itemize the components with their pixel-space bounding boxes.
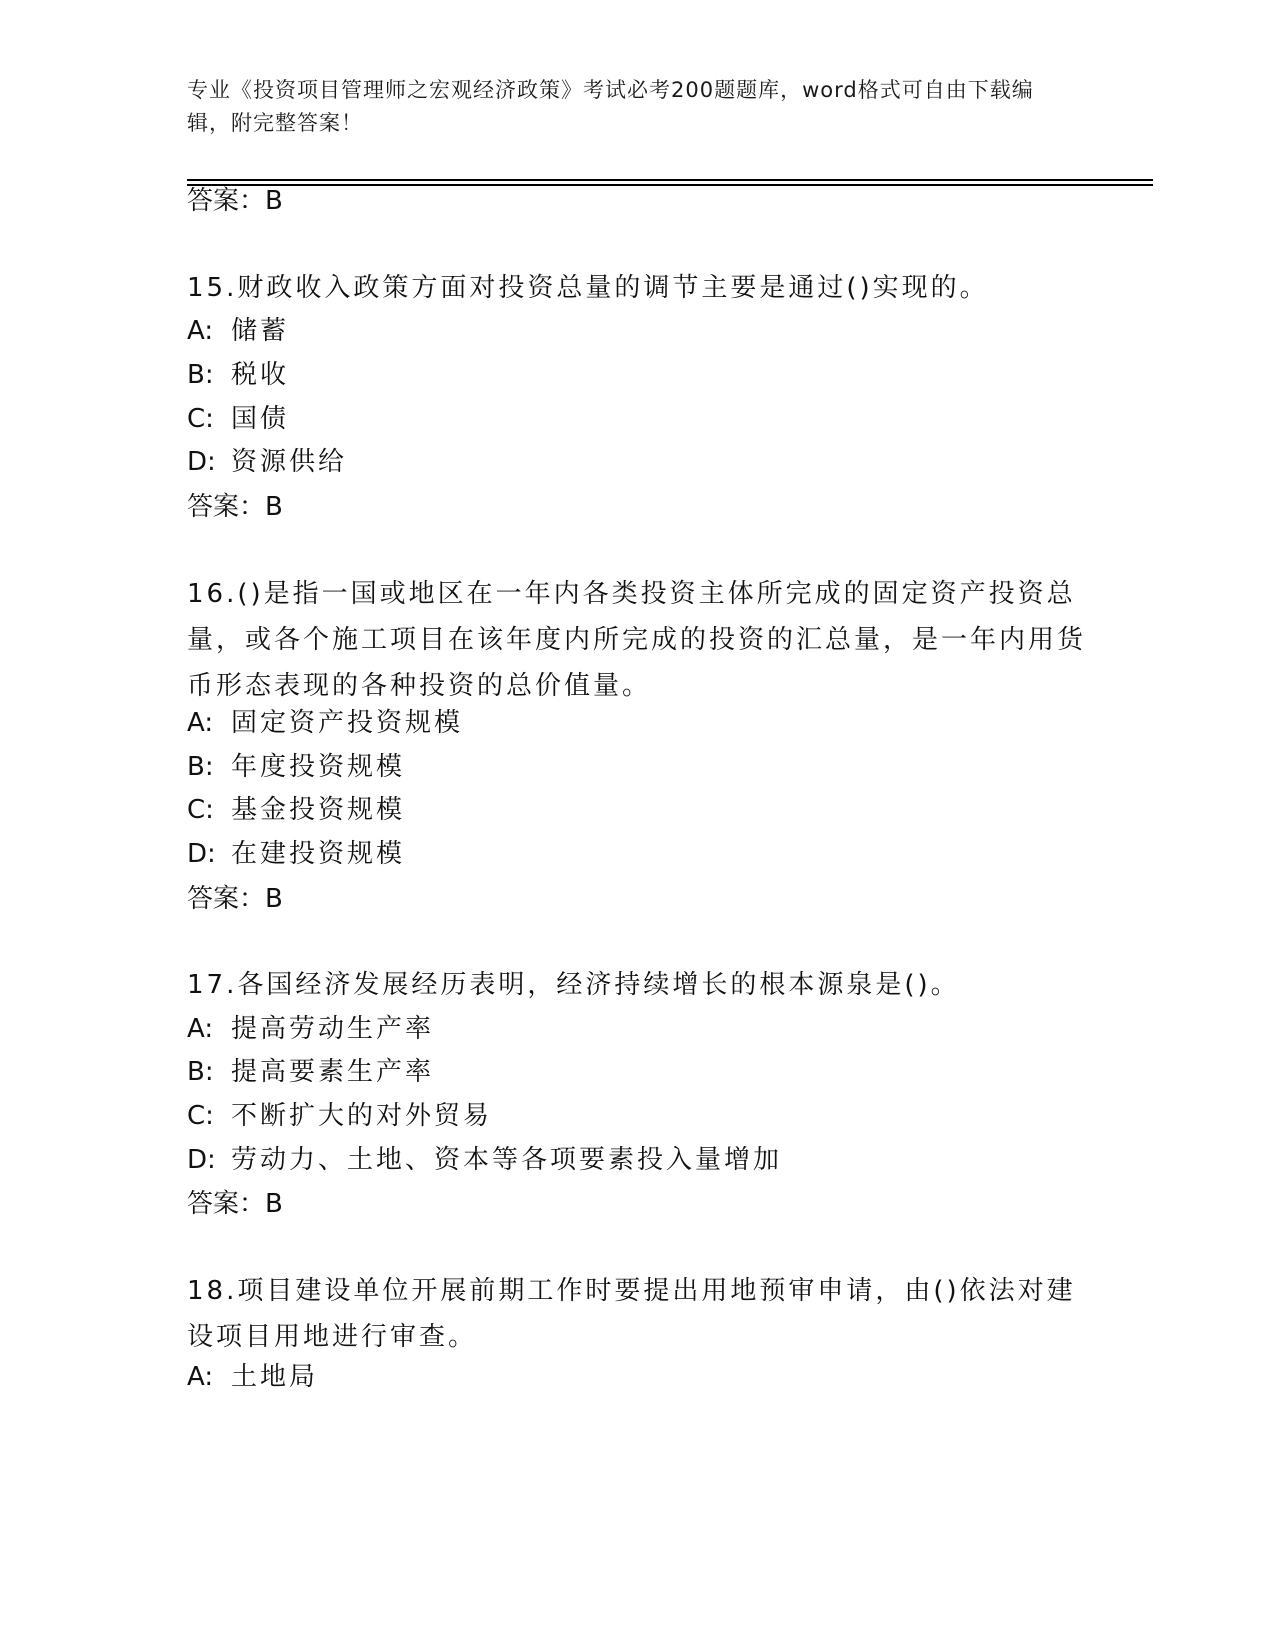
option-text: 国债 (231, 404, 290, 434)
option-text: 在建投资规模 (231, 839, 406, 869)
option-key: B: (187, 752, 214, 782)
question-17-option-a (187, 1012, 434, 1046)
option-key: A: (187, 708, 214, 738)
previous-answer: 答案：B (187, 186, 283, 216)
option-key: D: (187, 447, 216, 477)
option-text: 储蓄 (231, 316, 290, 346)
question-16-option-c (187, 793, 405, 827)
option-key: A: (187, 316, 214, 346)
question-16-option-b (187, 750, 405, 784)
option-key: A: (187, 1014, 214, 1044)
question-15-option-d (187, 445, 347, 479)
option-text: 劳动力、土地、资本等各项要素投入量增加 (231, 1145, 783, 1175)
option-key: B: (187, 360, 214, 390)
question-17-option-d (187, 1143, 782, 1177)
option-text: 提高要素生产率 (231, 1057, 435, 1087)
option-text: 年度投资规模 (231, 752, 406, 782)
header-divider-top (187, 179, 1153, 181)
option-key: D: (187, 839, 216, 869)
option-text: 提高劳动生产率 (231, 1014, 435, 1044)
question-17-text: 17.各国经济发展经历表明，经济持续增长的根本源泉是()。 (187, 970, 960, 1000)
question-18-text: 18.项目建设单位开展前期工作时要提出用地预审申请，由()依法对建设项目用地进行审查。 (187, 1276, 1076, 1352)
question-17-answer: 答案：B (187, 1189, 283, 1219)
option-key: C: (187, 404, 214, 434)
question-18-option-a (187, 1360, 318, 1394)
document-intro: 专业《投资项目管理师之宏观经济政策》考试必考200题题库，word格式可自由下载编辑，附完整答案！ (187, 78, 1034, 135)
option-text: 固定资产投资规模 (231, 708, 464, 738)
option-key: A: (187, 1362, 214, 1392)
question-17-option-b (187, 1055, 434, 1089)
header-divider-bottom (187, 184, 1153, 186)
option-text: 土地局 (231, 1362, 319, 1392)
question-15-option-c (187, 402, 289, 436)
question-16-option-a (187, 706, 463, 740)
question-16-option-d (187, 837, 405, 871)
option-text: 基金投资规模 (231, 795, 406, 825)
option-text: 资源供给 (231, 447, 348, 477)
question-15-answer: 答案：B (187, 492, 283, 522)
question-15-option-a (187, 314, 289, 348)
question-15-text: 15.财政收入政策方面对投资总量的调节主要是通过()实现的。 (187, 273, 989, 303)
option-text: 不断扩大的对外贸易 (231, 1101, 493, 1131)
question-17-option-c (187, 1099, 492, 1133)
option-key: B: (187, 1057, 214, 1087)
option-key: C: (187, 1101, 214, 1131)
option-key: C: (187, 795, 214, 825)
question-16-answer: 答案：B (187, 884, 283, 914)
option-text: 税收 (231, 360, 290, 390)
option-key: D: (187, 1145, 216, 1175)
question-15-option-b (187, 358, 289, 392)
question-16-text: 16.()是指一国或地区在一年内各类投资主体所完成的固定资产投资总量，或各个施工项目在该年度内所完成的投资的汇总量，是一年内用货币形态表现的各种投资的总价值量。 (187, 579, 1087, 701)
